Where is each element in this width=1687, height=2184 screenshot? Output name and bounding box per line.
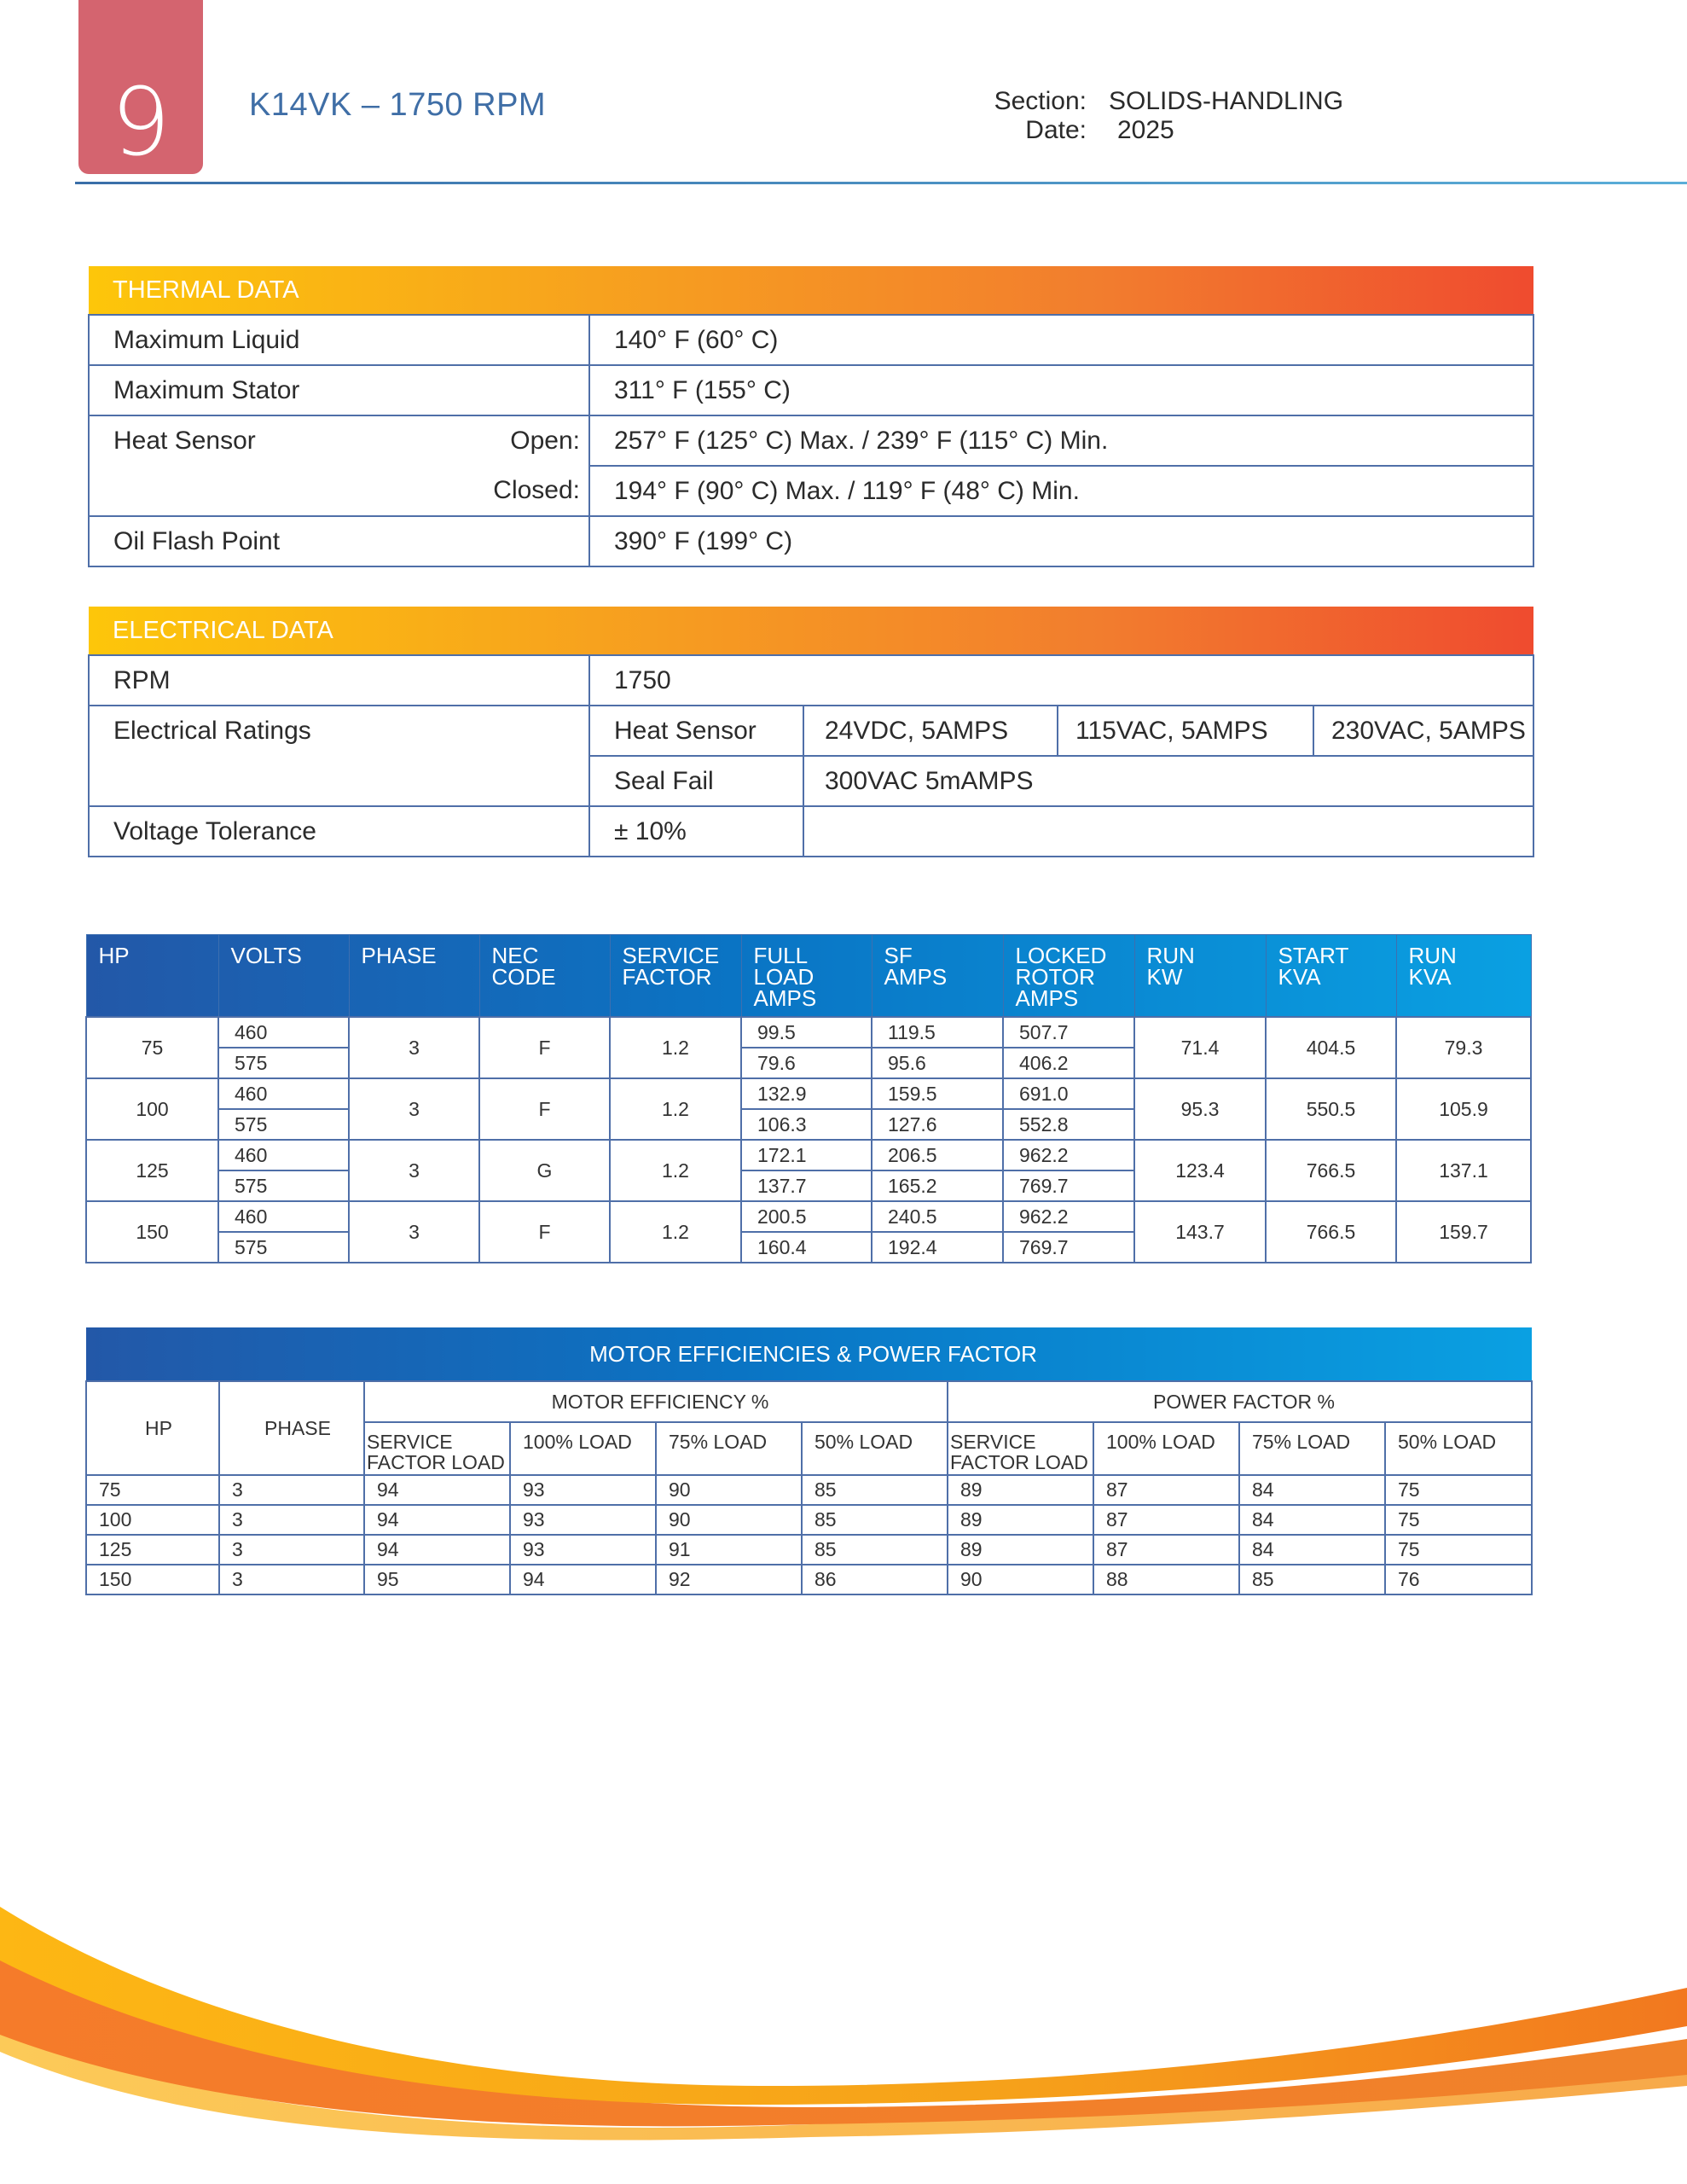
table-row bbox=[89, 466, 1533, 516]
hp-cell: 100 bbox=[86, 1078, 218, 1140]
phase-header: PHASE bbox=[219, 1381, 364, 1475]
power-factor-cell: 76 bbox=[1385, 1565, 1532, 1594]
sf-amps-cell: 192.4 bbox=[872, 1232, 1003, 1263]
service-factor-cell: 1.2 bbox=[610, 1017, 741, 1078]
sf-amps-cell: 119.5 bbox=[872, 1017, 1003, 1048]
nec-code-cell: F bbox=[479, 1201, 610, 1263]
table-row bbox=[89, 706, 1533, 756]
column-header: LOCKED ROTOR AMPS bbox=[1003, 935, 1134, 1018]
phase-cell: 3 bbox=[219, 1475, 364, 1505]
efficiency-cell: 93 bbox=[510, 1535, 656, 1565]
efficiency-cell: 94 bbox=[364, 1475, 510, 1505]
run-kw-cell: 123.4 bbox=[1134, 1140, 1266, 1201]
column-header: HP bbox=[86, 935, 218, 1018]
service-factor-cell: 1.2 bbox=[610, 1201, 741, 1263]
motor-efficiency-group-header: MOTOR EFFICIENCY % bbox=[364, 1381, 948, 1422]
efficiency-cell: 85 bbox=[802, 1475, 948, 1505]
hp-cell: 125 bbox=[86, 1140, 218, 1201]
power-factor-cell: 90 bbox=[948, 1565, 1093, 1594]
sf-amps-cell: 206.5 bbox=[872, 1140, 1003, 1170]
closed-value: 194° F (90° C) Max. / 119° F (48° C) Min. bbox=[589, 466, 1533, 516]
power-factor-cell: 75 bbox=[1385, 1505, 1532, 1535]
hp-cell: 75 bbox=[86, 1017, 218, 1078]
thermal-data-title: THERMAL DATA bbox=[89, 266, 1533, 315]
phase-cell: 3 bbox=[349, 1140, 479, 1201]
heat-sensor-label-cell bbox=[89, 415, 589, 466]
power-factor-cell: 84 bbox=[1239, 1505, 1385, 1535]
locked-rotor-amps-cell: 691.0 bbox=[1003, 1078, 1134, 1109]
power-factor-cell: 87 bbox=[1093, 1505, 1239, 1535]
efficiency-cell: 85 bbox=[802, 1535, 948, 1565]
locked-rotor-amps-cell: 552.8 bbox=[1003, 1109, 1134, 1140]
start-kva-cell: 766.5 bbox=[1266, 1201, 1396, 1263]
power-factor-cell: 84 bbox=[1239, 1475, 1385, 1505]
run-kw-cell: 71.4 bbox=[1134, 1017, 1266, 1078]
power-factor-cell: 87 bbox=[1093, 1475, 1239, 1505]
locked-rotor-amps-cell: 962.2 bbox=[1003, 1140, 1134, 1170]
section-value: SOLIDS-HANDLING bbox=[1109, 87, 1344, 115]
efficiency-cell: 94 bbox=[510, 1565, 656, 1594]
service-factor-cell: 1.2 bbox=[610, 1140, 741, 1201]
empty-cell bbox=[803, 806, 1533, 857]
sf-amps-cell: 127.6 bbox=[872, 1109, 1003, 1140]
open-value: 257° F (125° C) Max. / 239° F (115° C) Min. bbox=[589, 415, 1533, 466]
efficiency-table-title: MOTOR EFFICIENCIES & POWER FACTOR bbox=[86, 1327, 1532, 1381]
volts-cell: 575 bbox=[218, 1170, 349, 1201]
heat-sensor-rating: 230VAC, 5AMPS bbox=[1313, 706, 1533, 756]
column-header: PHASE bbox=[349, 935, 479, 1018]
date-value: 2025 bbox=[1117, 116, 1174, 144]
phase-cell: 3 bbox=[349, 1017, 479, 1078]
efficiency-cell: 94 bbox=[364, 1505, 510, 1535]
column-header: SERVICE FACTOR bbox=[610, 935, 741, 1018]
volts-cell: 460 bbox=[218, 1201, 349, 1232]
hp-header: HP bbox=[86, 1381, 219, 1475]
run-kva-cell: 159.7 bbox=[1396, 1201, 1531, 1263]
efficiency-cell: 90 bbox=[656, 1475, 802, 1505]
run-kw-cell: 95.3 bbox=[1134, 1078, 1266, 1140]
page-number-tab: 9 bbox=[78, 0, 203, 174]
start-kva-cell: 766.5 bbox=[1266, 1140, 1396, 1201]
volts-cell: 460 bbox=[218, 1078, 349, 1109]
power-factor-load-header: 75% LOAD bbox=[1239, 1422, 1385, 1475]
nec-code-cell: F bbox=[479, 1017, 610, 1078]
run-kva-cell: 105.9 bbox=[1396, 1078, 1531, 1140]
efficiency-cell: 86 bbox=[802, 1565, 948, 1594]
row-value: 140° F (60° C) bbox=[589, 315, 1533, 365]
row-value: 390° F (199° C) bbox=[589, 516, 1533, 566]
power-factor-load-header: SERVICE FACTOR LOAD bbox=[948, 1422, 1093, 1475]
locked-rotor-amps-cell: 507.7 bbox=[1003, 1017, 1134, 1048]
full-load-amps-cell: 99.5 bbox=[741, 1017, 872, 1048]
volts-cell: 575 bbox=[218, 1048, 349, 1078]
table-row bbox=[86, 1535, 1532, 1565]
power-factor-load-header: 100% LOAD bbox=[1093, 1422, 1239, 1475]
row-label: Maximum Liquid bbox=[89, 315, 589, 365]
run-kw-cell: 143.7 bbox=[1134, 1201, 1266, 1263]
full-load-amps-cell: 79.6 bbox=[741, 1048, 872, 1078]
power-factor-cell: 75 bbox=[1385, 1475, 1532, 1505]
full-load-amps-cell: 172.1 bbox=[741, 1140, 872, 1170]
sf-amps-cell: 159.5 bbox=[872, 1078, 1003, 1109]
locked-rotor-amps-cell: 769.7 bbox=[1003, 1232, 1134, 1263]
efficiency-cell: 91 bbox=[656, 1535, 802, 1565]
document-title: K14VK – 1750 RPM bbox=[249, 87, 547, 123]
efficiency-load-header: 100% LOAD bbox=[510, 1422, 656, 1475]
volts-cell: 460 bbox=[218, 1017, 349, 1048]
seal-fail-label: Seal Fail bbox=[589, 756, 803, 806]
section-meta bbox=[942, 87, 1343, 145]
power-factor-cell: 89 bbox=[948, 1505, 1093, 1535]
phase-cell: 3 bbox=[219, 1565, 364, 1594]
efficiency-load-header: 50% LOAD bbox=[802, 1422, 948, 1475]
locked-rotor-amps-cell: 769.7 bbox=[1003, 1170, 1134, 1201]
row-label: Heat Sensor bbox=[113, 427, 256, 455]
heat-sensor-label: Heat Sensor bbox=[589, 706, 803, 756]
power-factor-cell: 84 bbox=[1239, 1535, 1385, 1565]
table-row bbox=[89, 516, 1533, 566]
full-load-amps-cell: 200.5 bbox=[741, 1201, 872, 1232]
row-label: Maximum Stator bbox=[89, 365, 589, 415]
table-row bbox=[86, 1565, 1532, 1594]
efficiency-cell: 95 bbox=[364, 1565, 510, 1594]
table-row bbox=[89, 315, 1533, 365]
locked-rotor-amps-cell: 962.2 bbox=[1003, 1201, 1134, 1232]
hp-cell: 100 bbox=[86, 1505, 219, 1535]
hp-cell: 125 bbox=[86, 1535, 219, 1565]
phase-cell: 3 bbox=[349, 1078, 479, 1140]
voltage-tolerance-label: Voltage Tolerance bbox=[89, 806, 589, 857]
table-row bbox=[89, 655, 1533, 706]
table-row bbox=[86, 1201, 1531, 1232]
hp-cell: 150 bbox=[86, 1201, 218, 1263]
full-load-amps-cell: 137.7 bbox=[741, 1170, 872, 1201]
electrical-ratings-label: Electrical Ratings bbox=[89, 706, 589, 806]
rpm-value: 1750 bbox=[589, 655, 1533, 706]
header-divider bbox=[75, 182, 1687, 184]
motor-data-table bbox=[85, 934, 1532, 1263]
table-row bbox=[89, 806, 1533, 857]
column-header: START KVA bbox=[1266, 935, 1396, 1018]
date-label: Date: bbox=[1025, 116, 1087, 144]
volts-cell: 575 bbox=[218, 1109, 349, 1140]
motor-table-header bbox=[86, 935, 1531, 1018]
sf-amps-cell: 165.2 bbox=[872, 1170, 1003, 1201]
hp-cell: 75 bbox=[86, 1475, 219, 1505]
power-factor-group-header: POWER FACTOR % bbox=[948, 1381, 1532, 1422]
run-kva-cell: 137.1 bbox=[1396, 1140, 1531, 1201]
locked-rotor-amps-cell: 406.2 bbox=[1003, 1048, 1134, 1078]
sf-amps-cell: 240.5 bbox=[872, 1201, 1003, 1232]
table-row bbox=[86, 1017, 1531, 1048]
hp-cell: 150 bbox=[86, 1565, 219, 1594]
efficiency-cell: 92 bbox=[656, 1565, 802, 1594]
heat-sensor-rating: 115VAC, 5AMPS bbox=[1058, 706, 1313, 756]
open-sublabel: Open: bbox=[510, 427, 580, 455]
power-factor-cell: 89 bbox=[948, 1535, 1093, 1565]
efficiency-cell: 94 bbox=[364, 1535, 510, 1565]
voltage-tolerance-value: ± 10% bbox=[589, 806, 803, 857]
efficiency-cell: 93 bbox=[510, 1505, 656, 1535]
service-factor-cell: 1.2 bbox=[610, 1078, 741, 1140]
efficiency-load-header: 75% LOAD bbox=[656, 1422, 802, 1475]
power-factor-cell: 89 bbox=[948, 1475, 1093, 1505]
nec-code-cell: G bbox=[479, 1140, 610, 1201]
start-kva-cell: 404.5 bbox=[1266, 1017, 1396, 1078]
electrical-data-title: ELECTRICAL DATA bbox=[89, 607, 1533, 655]
full-load-amps-cell: 132.9 bbox=[741, 1078, 872, 1109]
table-row bbox=[89, 415, 1533, 466]
column-header: RUN KVA bbox=[1396, 935, 1531, 1018]
power-factor-cell: 88 bbox=[1093, 1565, 1239, 1594]
efficiency-cell: 90 bbox=[656, 1505, 802, 1535]
power-factor-cell: 85 bbox=[1239, 1565, 1385, 1594]
table-row bbox=[86, 1140, 1531, 1170]
run-kva-cell: 79.3 bbox=[1396, 1017, 1531, 1078]
table-row bbox=[86, 1505, 1532, 1535]
volts-cell: 575 bbox=[218, 1232, 349, 1263]
rpm-label: RPM bbox=[89, 655, 589, 706]
full-load-amps-cell: 106.3 bbox=[741, 1109, 872, 1140]
volts-cell: 460 bbox=[218, 1140, 349, 1170]
power-factor-cell: 87 bbox=[1093, 1535, 1239, 1565]
column-header: VOLTS bbox=[218, 935, 349, 1018]
phase-cell: 3 bbox=[219, 1535, 364, 1565]
power-factor-load-header: 50% LOAD bbox=[1385, 1422, 1532, 1475]
column-header: SF AMPS bbox=[872, 935, 1003, 1018]
table-row bbox=[86, 1078, 1531, 1109]
table-row bbox=[86, 1475, 1532, 1505]
efficiency-cell: 93 bbox=[510, 1475, 656, 1505]
efficiency-load-header: SERVICE FACTOR LOAD bbox=[364, 1422, 510, 1475]
closed-sublabel: Closed: bbox=[89, 466, 589, 516]
nec-code-cell: F bbox=[479, 1078, 610, 1140]
efficiency-table bbox=[85, 1327, 1533, 1595]
electrical-data-table bbox=[88, 607, 1534, 857]
heat-sensor-rating: 24VDC, 5AMPS bbox=[803, 706, 1058, 756]
row-value: 311° F (155° C) bbox=[589, 365, 1533, 415]
sf-amps-cell: 95.6 bbox=[872, 1048, 1003, 1078]
row-label: Oil Flash Point bbox=[89, 516, 589, 566]
start-kva-cell: 550.5 bbox=[1266, 1078, 1396, 1140]
efficiency-cell: 85 bbox=[802, 1505, 948, 1535]
thermal-data-table bbox=[88, 266, 1534, 567]
seal-fail-value: 300VAC 5mAMPS bbox=[803, 756, 1533, 806]
phase-cell: 3 bbox=[219, 1505, 364, 1535]
section-label: Section: bbox=[994, 87, 1087, 115]
column-header: NEC CODE bbox=[479, 935, 610, 1018]
column-header: RUN KW bbox=[1134, 935, 1266, 1018]
power-factor-cell: 75 bbox=[1385, 1535, 1532, 1565]
full-load-amps-cell: 160.4 bbox=[741, 1232, 872, 1263]
table-row bbox=[89, 365, 1533, 415]
decorative-swoosh bbox=[0, 1757, 1687, 2184]
column-header: FULL LOAD AMPS bbox=[741, 935, 872, 1018]
phase-cell: 3 bbox=[349, 1201, 479, 1263]
